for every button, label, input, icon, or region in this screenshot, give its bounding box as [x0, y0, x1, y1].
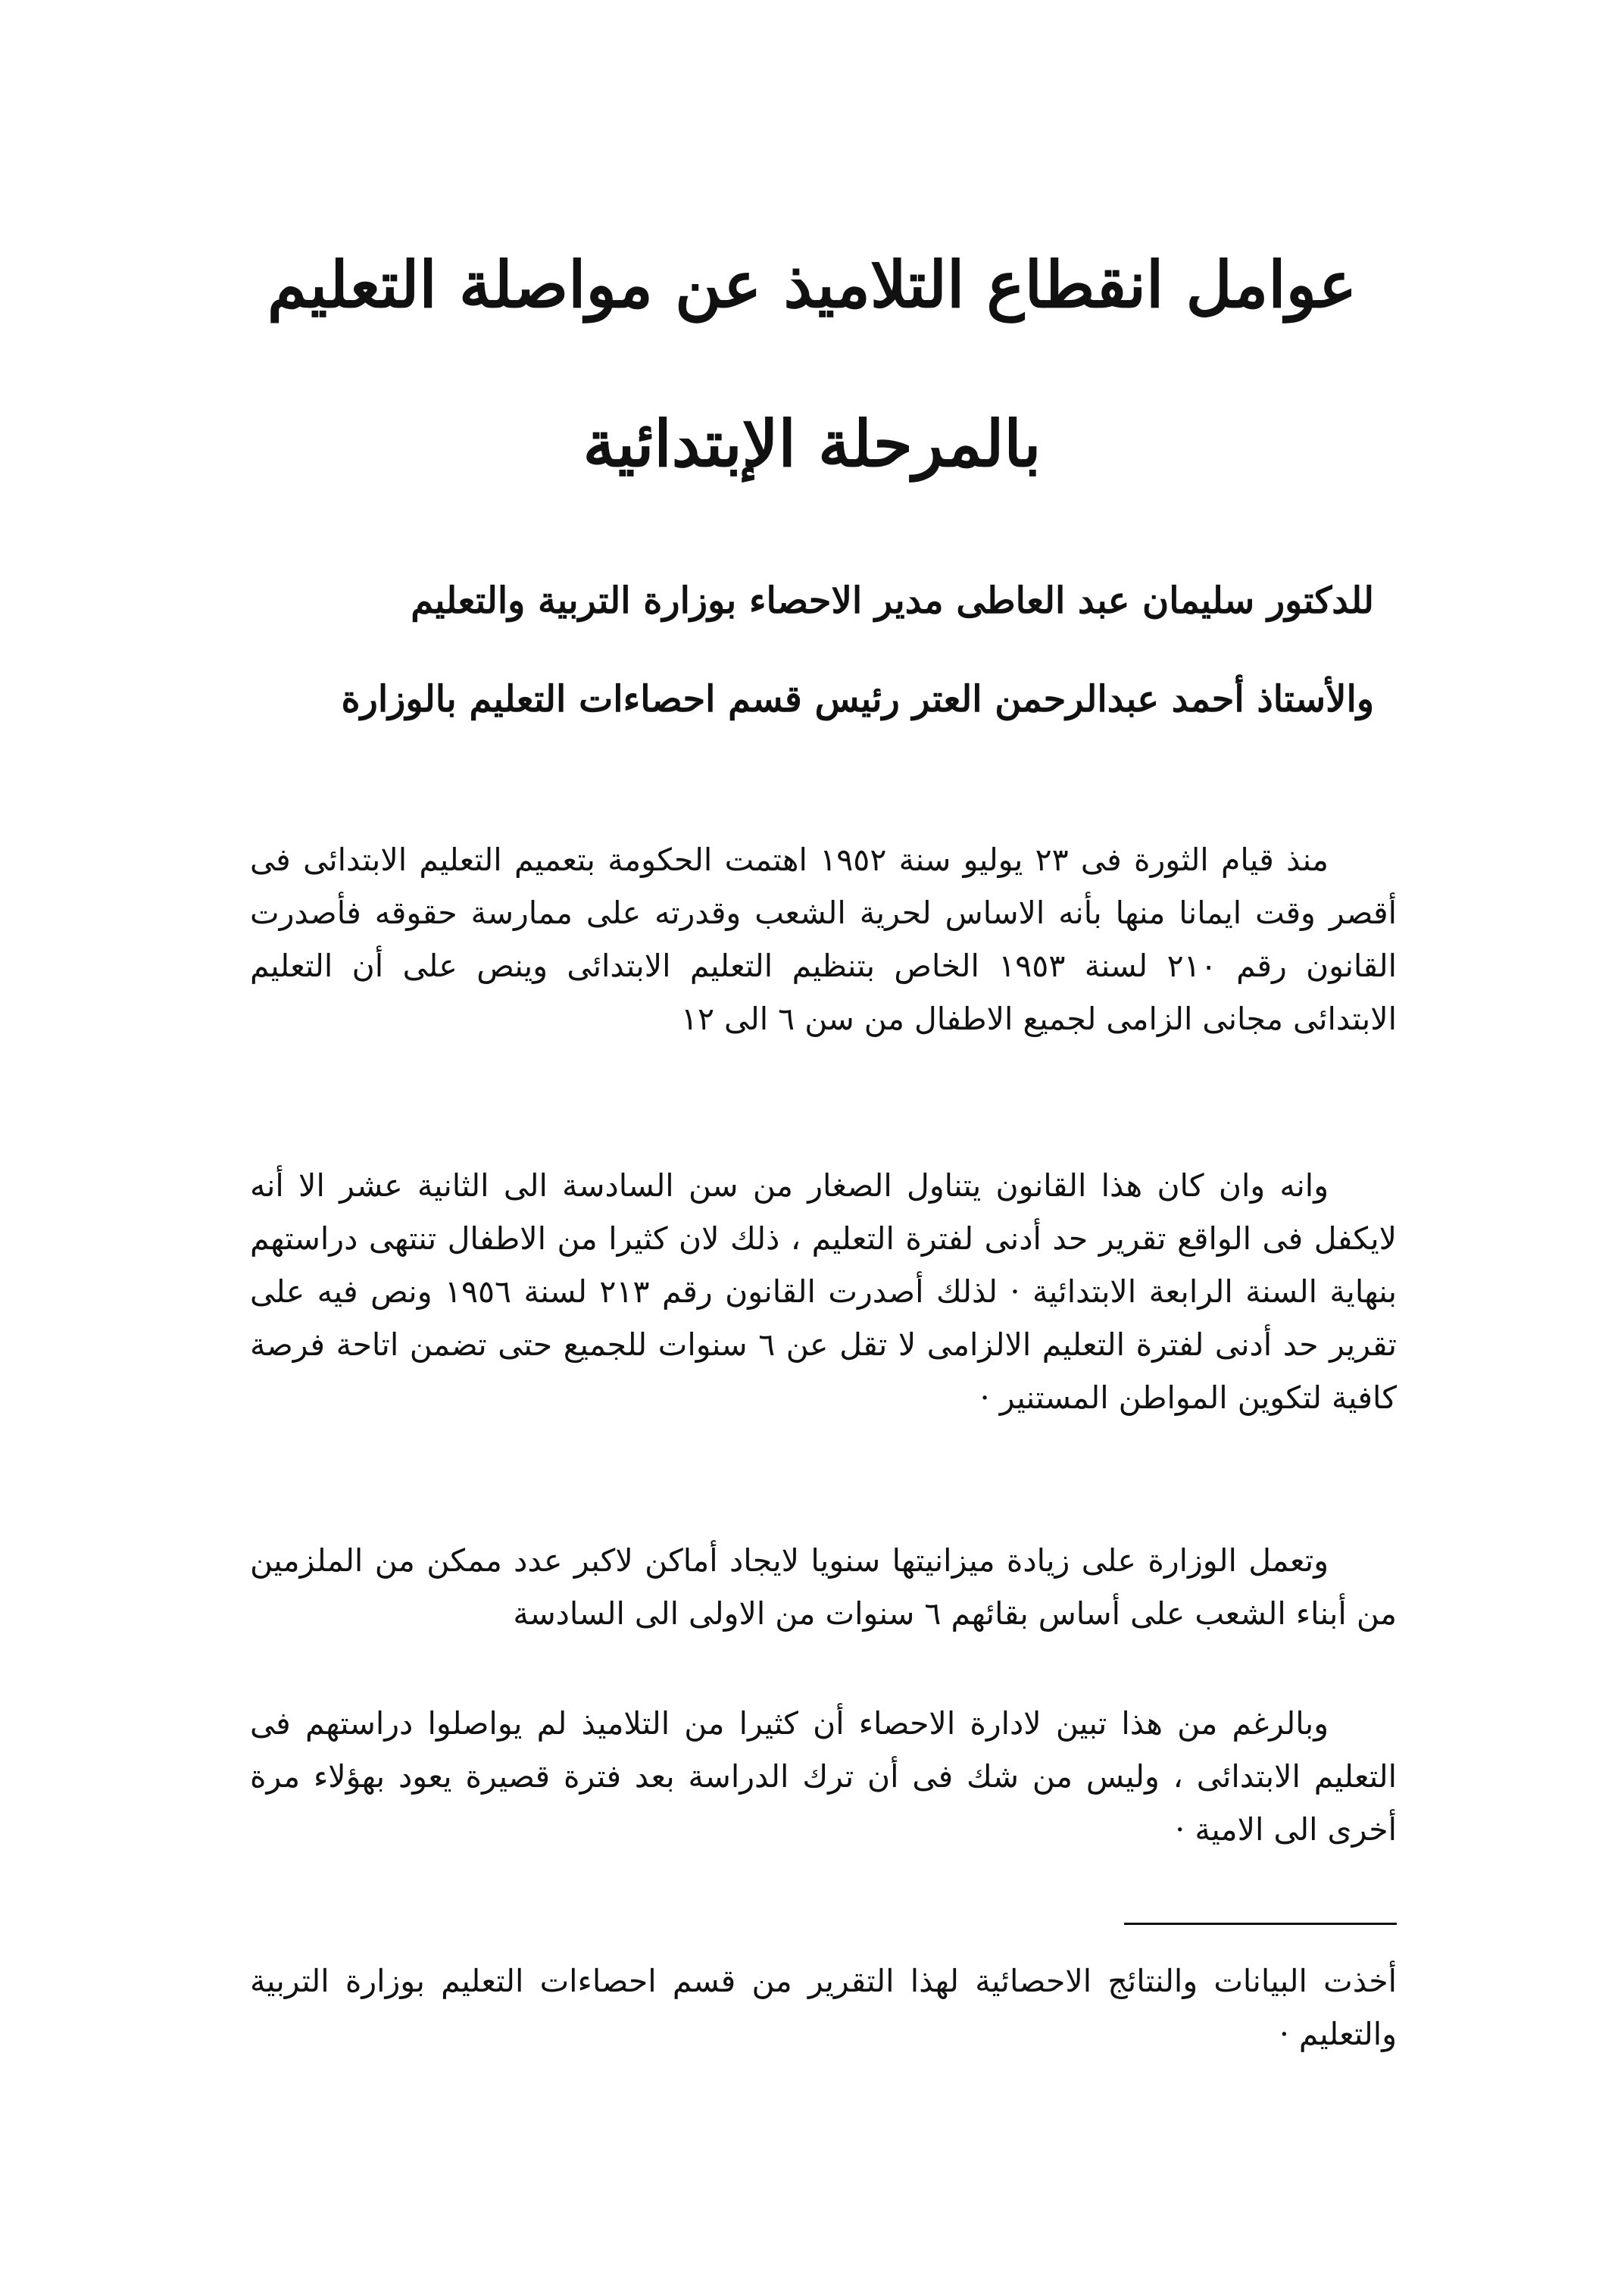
body-paragraph-2-text: وانه وان كان هذا القانون يتناول الصغار من سن السادسة الى الثانية عشر الا أنه لايكفل فى الواقع تقرير حد أدنى لفترة التعليم ، ذلك لان كثيرا من الاطفال تنتهى دراستهم بنهاية السنة الرابعة الابتدائية · لذلك أصدرت القانون رقم ٢١٣ لسنة ١٩٥٦ ونص فيه على تقرير حد أدنى لفترة التعليم الالزامى لا تقل عن ٦ سنوات للجميع حتى تضمن اتاحة فرصة كافية لتكوين المواطن المستنير · [250, 1167, 1397, 1416]
body-paragraph-4 [250, 1697, 1397, 1856]
footnote-divider [1124, 1923, 1397, 1925]
footnote: أخذت البيانات والنتائج الاحصائية لهذا التقرير من قسم احصاءات التعليم بوزارة التربية والتعليم · [250, 1963, 1397, 2052]
document-title-line-2: بالمرحلة الإبتدائية [582, 406, 1042, 481]
author-line-1: للدكتور سليمان عبد العاطى مدير الاحصاء بوزارة التربية والتعليم [411, 580, 1374, 622]
author-line-2: والأستاذ أحمد عبدالرحمن العتر رئيس قسم احصاءات التعليم بالوزارة [341, 678, 1374, 720]
body-paragraph-1 [250, 833, 1397, 1045]
document-title-line-1: عوامل انقطاع التلاميذ عن مواصلة التعليم [267, 247, 1357, 322]
body-paragraph-4-text: وبالرغم من هذا تبين لادارة الاحصاء أن كثيرا من التلاميذ لم يواصلوا دراستهم فى التعليم الابتدائى ، وليس من شك فى أن ترك الدراسة بعد فترة قصيرة يعود بهؤلاء مرة أخرى الى الامية · [250, 1705, 1397, 1848]
body-paragraph-3-text: وتعمل الوزارة على زيادة ميزانيتها سنويا لايجاد أماكن لاكبر عدد ممكن من الملزمين من أبناء الشعب على أساس بقائهم ٦ سنوات من الاولى الى السادسة [250, 1542, 1397, 1632]
body-paragraph-2 [250, 1159, 1397, 1424]
body-paragraph-3 [250, 1534, 1397, 1640]
body-paragraph-1-text: منذ قيام الثورة فى ٢٣ يوليو سنة ١٩٥٢ اهتمت الحكومة بتعميم التعليم الابتدائى فى أقصر وقت ايمانا منها بأنه الاساس لحرية الشعب وقدرته على ممارسة حقوقه فأصدرت القانون رقم ٢١٠ لسنة ١٩٥٣ الخاص بتنظيم التعليم الابتدائى وينص على أن التعليم الابتدائى مجانى الزامى لجميع الاطفال من سن ٦ الى ١٢ [250, 842, 1397, 1037]
